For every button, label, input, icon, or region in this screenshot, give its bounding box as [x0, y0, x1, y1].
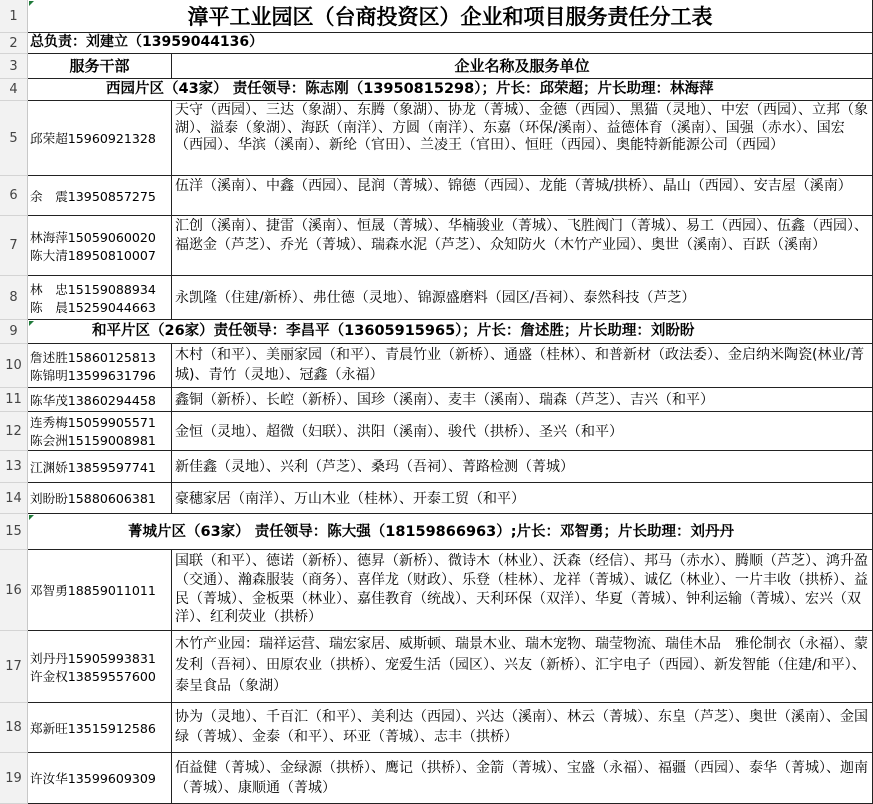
- units-cell[interactable]: [172, 412, 873, 451]
- units-cell[interactable]: 木村（和平）、美丽家园（和平）、青晨竹业（新桥）、通盛（桂林）、和普新材（政法委）、金启纳米陶瓷(林业/菁城)、青竹（灵地）、冠鑫（永福）: [172, 344, 873, 388]
- row-header[interactable]: 2: [0, 33, 28, 54]
- overall-lead-row: [0, 33, 873, 54]
- cadre-name: 邓智勇18859011011: [30, 583, 156, 598]
- cadre-name: 陈会洲15159008981: [30, 433, 156, 448]
- row-header[interactable]: 5: [0, 101, 28, 176]
- row-header[interactable]: 13: [0, 451, 28, 483]
- row-header[interactable]: 9: [0, 320, 28, 344]
- units-cell[interactable]: 天守（西园）、三达（象湖）、东腾（象湖）、协龙（菁城）、金德（西园）、黑猫（灵地）、中宏（西园）、立邦（象湖）、溢泰（象湖）、海跃（南洋）、方圆（南洋）、东嘉（环保/溪南）、益德体育（溪南）、国强（赤水）、国宏（西园）、华滨（溪南）、新纶（官田）、兰凌王（官田）、恒旺（西园）、奥能特新能源公司（西园）: [172, 101, 873, 176]
- units-cell[interactable]: 佰益健（菁城）、金绿源（拱桥）、鹰记（拱桥）、金箭（菁城）、宝盛（永福）、福疆（西园）、泰华（菁城）、迦南（菁城）、康顺通（菁城）: [172, 753, 873, 804]
- table-row: [0, 631, 873, 703]
- cadre-name: 林 忠15159088934: [30, 281, 156, 297]
- row-header[interactable]: 6: [0, 176, 28, 216]
- table-row: [0, 550, 873, 631]
- table-row: [0, 412, 873, 451]
- table-row: [0, 703, 873, 753]
- cadre-cell[interactable]: [28, 631, 172, 703]
- row-header[interactable]: 15: [0, 514, 28, 550]
- row-header[interactable]: 17: [0, 631, 28, 703]
- row-header[interactable]: 10: [0, 344, 28, 388]
- units-cell[interactable]: 协为（灵地）、千百汇（和平）、美利达（西园）、兴达（溪南）、林云（菁城）、东皇（芦芝）、奥世（溪南）、金国绿（菁城）、金泰（和平）、环亚（菁城）、志丰（拱桥）: [172, 703, 873, 753]
- header-cadre[interactable]: 服务干部: [28, 54, 172, 79]
- cadre-name: 许汝华13599609309: [30, 771, 156, 786]
- table-row: [0, 344, 873, 388]
- table-row: [0, 101, 873, 176]
- cadre-cell[interactable]: [28, 451, 172, 483]
- units-cell[interactable]: 鑫铜（新桥）、长崆（新桥）、国珍（溪南）、麦丰（溪南）、瑞森（芦芝）、吉兴（和平）: [172, 388, 873, 412]
- cadre-name: 刘丹丹15905993831: [30, 650, 156, 666]
- cadre-cell[interactable]: [28, 176, 172, 216]
- cadre-name: 陈大清18950810007: [30, 247, 156, 263]
- cadre-name: 余 震13950857275: [30, 188, 156, 204]
- units-text: 永凯隆（住建/新桥）、弗仕德（灵地）、锦源盛磨料（园区/吾祠）、泰然科技（芦芝）: [175, 290, 696, 306]
- cadre-name: 陈华茂13860294458: [30, 392, 156, 408]
- cadre-name: 刘盼盼15880606381: [30, 491, 156, 506]
- table-row: [0, 216, 873, 276]
- units-text: 新佳鑫（灵地）、兴利（芦芝）、桑玛（吾祠）、菁路检测（菁城）: [175, 459, 574, 475]
- table-row: [0, 451, 873, 483]
- cell-flag-icon: [29, 1, 34, 6]
- sheet-title[interactable]: 漳平工业园区（台商投资区）企业和项目服务责任分工表: [28, 0, 873, 33]
- row-header[interactable]: 18: [0, 703, 28, 753]
- units-cell[interactable]: 木竹产业园：瑞祥运营、瑞宏家居、威斯顿、瑞景木业、瑞木宠物、瑞莹物流、瑞佳木品 雅伦制衣（永福）、蒙发利（吾祠）、田原农业（拱桥）、宠爱生活（园区）、兴友（新桥）、汇宇电子（西园）、新发智能（住建/和平）、泰呈食品（象湖）: [172, 631, 873, 703]
- cadre-cell[interactable]: [28, 388, 172, 412]
- units-cell[interactable]: [172, 483, 873, 514]
- units-text: 金恒（灵地）、超微（妇联）、洪阳（溪南）、骏代（拱桥）、圣兴（和平）: [175, 423, 623, 440]
- header-row: [0, 54, 873, 79]
- zone-jingcheng-text: 菁城片区（63家） 责任领导：陈大强（18159866963）;片长：邓智勇；片长助理：刘丹丹: [128, 523, 735, 540]
- table-row: [0, 176, 873, 216]
- title-row: [0, 0, 873, 33]
- row-header[interactable]: 1: [0, 0, 28, 33]
- row-header[interactable]: 4: [0, 79, 28, 101]
- row-header[interactable]: 3: [0, 54, 28, 79]
- cadre-name: 邱荣超15960921328: [30, 131, 156, 146]
- overall-lead[interactable]: 总负责：刘建立（13959044136）: [28, 33, 873, 54]
- zone-peace[interactable]: 和平片区（26家）责任领导：李昌平（13605915965）；片长：詹述胜；片长助理：刘盼盼: [28, 320, 873, 344]
- table-row: [0, 483, 873, 514]
- cadre-name: 陈锦明13599631796: [30, 367, 156, 383]
- cadre-cell[interactable]: [28, 753, 172, 804]
- cadre-name: 陈 晨15259044663: [30, 299, 156, 315]
- row-header[interactable]: 11: [0, 388, 28, 412]
- cadre-cell[interactable]: [28, 412, 172, 451]
- units-cell[interactable]: [172, 451, 873, 483]
- units-cell[interactable]: 国联（和平）、德诺（新桥）、德昇（新桥）、微诗木（林业）、沃森（经信）、邦马（赤水）、腾顺（芦芝）、鸿升盈（交通）、瀚森服装（商务）、喜佯龙（财政）、乐登（桂林）、龙祥（菁城）、诚亿（林业）、一片丰收（拱桥）、益民（菁城）、金板栗（林业）、嘉佳教育（统战）、天利环保（双洋）、华夏（菁城）、钟利运输（菁城）、宏兴（双洋）、红利荧业（拱桥）: [172, 550, 873, 631]
- zone-west[interactable]: 西园片区（43家） 责任领导：陈志刚（13950815298）；片长：邱荣超；片长助理：林海萍: [28, 79, 873, 101]
- cadre-cell[interactable]: [28, 276, 172, 320]
- cadre-name: 江渊娇13859597741: [30, 459, 156, 475]
- units-cell[interactable]: [172, 276, 873, 320]
- table-row: [0, 753, 873, 804]
- cell-flag-icon: [29, 321, 34, 326]
- row-header[interactable]: 14: [0, 483, 28, 514]
- cadre-name: 郑新旺13515912586: [30, 720, 156, 736]
- cadre-name: 连秀梅15059905571: [30, 415, 156, 430]
- header-units[interactable]: 企业名称及服务单位: [172, 54, 873, 79]
- cadre-cell[interactable]: [28, 216, 172, 276]
- zone-row: [0, 514, 873, 550]
- row-header[interactable]: 19: [0, 753, 28, 804]
- table-row: [0, 388, 873, 412]
- cadre-cell[interactable]: [28, 703, 172, 753]
- units-text: 豪穗家居（南洋）、万山木业（桂林）、开泰工贸（和平）: [175, 490, 525, 507]
- cadre-cell[interactable]: [28, 101, 172, 176]
- cadre-cell[interactable]: [28, 550, 172, 631]
- units-cell[interactable]: 汇创（溪南）、捷雷（溪南）、恒晟（菁城）、华楠骏业（菁城）、飞胜阀门（菁城）、易工（西园）、伍鑫（西园）、福逖金（芦芝）、乔光（菁城）、瑞森水泥（芦芝）、众知防火（木竹产业园）、奥世（溪南）、百跃（溪南）: [172, 216, 873, 276]
- zone-jingcheng[interactable]: [28, 514, 873, 550]
- cadre-cell[interactable]: [28, 344, 172, 388]
- cadre-name: 林海萍15059060020: [30, 229, 156, 245]
- cadre-cell[interactable]: [28, 483, 172, 514]
- units-cell[interactable]: 伍洋（溪南）、中鑫（西园）、昆润（菁城）、锦德（西园）、龙能（菁城/拱桥）、晶山（西园）、安吉屋（溪南）: [172, 176, 873, 216]
- row-header[interactable]: 8: [0, 276, 28, 320]
- table-row: [0, 276, 873, 320]
- cadre-name: 詹述胜15860125813: [30, 349, 156, 365]
- row-header[interactable]: 7: [0, 216, 28, 276]
- cadre-name: 许金权13859557600: [30, 668, 156, 684]
- row-header[interactable]: 16: [0, 550, 28, 631]
- zone-row: [0, 79, 873, 101]
- cell-flag-icon: [29, 515, 34, 520]
- row-header[interactable]: 12: [0, 412, 28, 451]
- zone-row: [0, 320, 873, 344]
